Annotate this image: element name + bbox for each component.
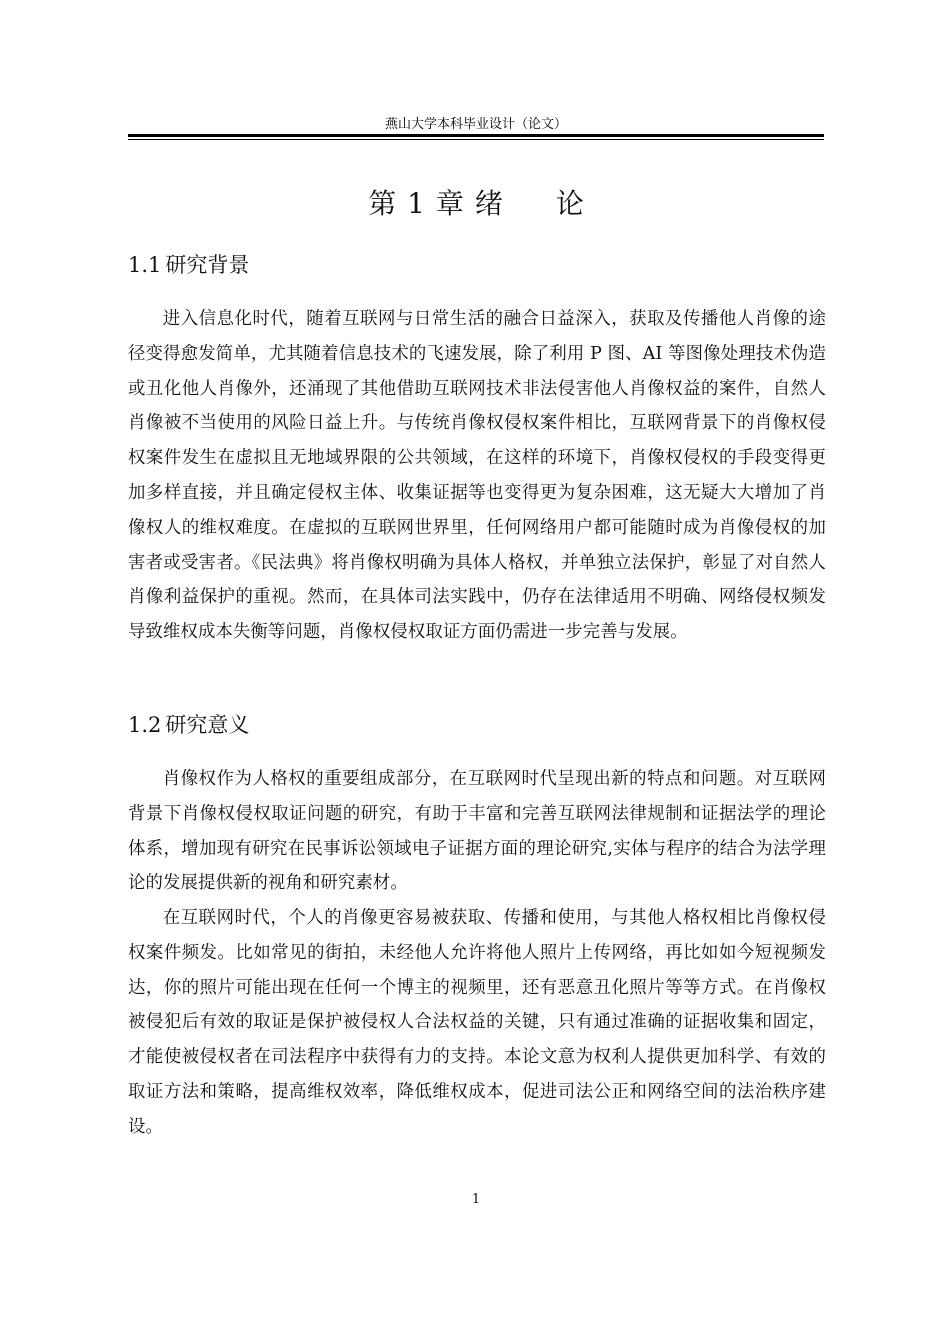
- section-number: 1.2: [128, 713, 162, 737]
- section-heading-1-2: [128, 710, 249, 740]
- section-number: 1.1: [128, 253, 162, 277]
- section-heading-1-1: [128, 250, 249, 280]
- chapter-number: 第 1 章: [368, 187, 465, 220]
- paragraph-research-significance-2: 在互联网时代，个人的肖像更容易被获取、传播和使用，与其他人格权相比肖像权侵权案件频发。比如常见的街拍，未经他人允许将他人照片上传网络，再比如如今短视频发达，你的照片可能出现在任何一个博主的视频里，还有恶意丑化照片等等方式。在肖像权被侵犯后有效的取证是保护被侵权人合法权益的关键，只有通过准确的证据收集和固定，才能使被侵权者在司法程序中获得有力的支持。本论文意为权利人提供更加科学、有效的取证方法和策略，提高维权效率，降低维权成本，促进司法公正和网络空间的法治秩序建设。: [128, 908, 826, 1137]
- page-number: 1: [471, 1192, 481, 1207]
- paragraph-research-significance-1: 肖像权作为人格权的重要组成部分，在互联网时代呈现出新的特点和问题。对互联网背景下肖像权侵权取证问题的研究，有助于丰富和完善互联网法律规制和证据法学的理论体系，增加现有研究在民事诉讼领域电子证据方面的理论研究,实体与程序的结合为法学理论的发展提供新的视角和研究素材。: [128, 769, 826, 894]
- header-rule-thick: [128, 134, 824, 137]
- chapter-title: [128, 184, 824, 224]
- running-header: 燕山大学本科毕业设计（论文）: [384, 117, 567, 132]
- chapter-name: 绪 论: [474, 187, 606, 220]
- header-rule-thin: [128, 139, 824, 140]
- section-title: 研究意义: [165, 713, 250, 737]
- paragraph-research-background: 进入信息化时代，随着互联网与日常生活的融合日益深入，获取及传播他人肖像的途径变得愈发简单，尤其随着信息技术的飞速发展，除了利用 P 图、AI 等图像处理技术伪造或丑化他人肖像外，还涌现了其他借助互联网技术非法侵害他人肖像权益的案件，自然人肖像被不当使用的风险日益上升。与传统肖像权侵权案件相比，互联网背景下的肖像权侵权案件发生在虚拟且无地域界限的公共领域，在这样的环境下，肖像权侵权的手段变得更加多样直接，并且确定侵权主体、收集证据等也变得更为复杂困难，这无疑大大增加了肖像权人的维权难度。在虚拟的互联网世界里，任何网络用户都可能随时成为肖像侵权的加害者或受害者。《民法典》将肖像权明确为具体人格权，并单独立法保护，彰显了对自然人肖像利益保护的重视。然而，在具体司法实践中，仍存在法律适用不明确、网络侵权频发导致维权成本失衡等问题，肖像权侵权取证方面仍需进一步完善与发展。: [128, 309, 826, 643]
- section-title: 研究背景: [165, 253, 250, 277]
